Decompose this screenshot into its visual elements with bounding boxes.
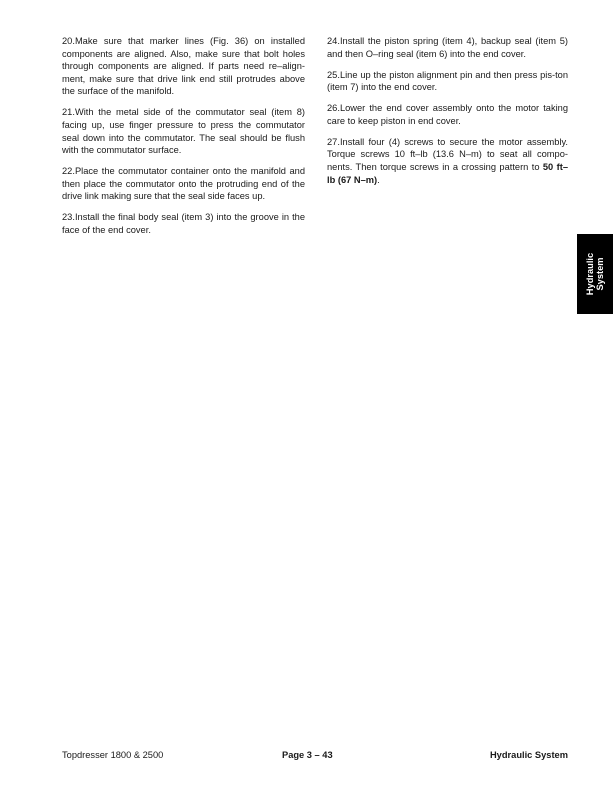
step-text: Line up the piston alignment pin and then press pis-ton (item 7) into the end cover. bbox=[327, 69, 568, 93]
left-column bbox=[62, 35, 305, 245]
step-24 bbox=[327, 35, 568, 60]
step-27 bbox=[327, 136, 568, 186]
step-number: 27. bbox=[327, 136, 340, 147]
step-26 bbox=[327, 102, 568, 127]
step-21 bbox=[62, 106, 305, 156]
step-number: 26. bbox=[327, 103, 340, 114]
step-25 bbox=[327, 69, 568, 94]
step-number: 22. bbox=[62, 166, 75, 177]
section-tab-line-1: Hydraulic bbox=[585, 252, 595, 296]
footer-section: Hydraulic System bbox=[489, 750, 568, 760]
step-text-end: . bbox=[377, 174, 380, 185]
step-23 bbox=[62, 211, 305, 236]
step-text: Make sure that marker lines (Fig. 36) on installed components are aligned. Also, make sure that bolt holes through components are aligned. If parts need re–align-ment, make sure that drive link end still protrudes above the surface of the manifold. bbox=[62, 36, 305, 97]
step-text: Install the piston spring (item 4), backup seal (item 5) and then O–ring seal (item 6) into the end cover. bbox=[327, 36, 568, 59]
section-tab-line-2: System bbox=[595, 257, 605, 291]
footer-page-number: Page 3 – 43 bbox=[282, 750, 333, 760]
step-22 bbox=[62, 165, 305, 203]
right-column bbox=[327, 35, 568, 195]
step-number: 21. bbox=[62, 107, 75, 118]
step-number: 20. bbox=[62, 36, 75, 46]
step-text: Lower the end cover assembly onto the motor taking care to keep piston in end cover. bbox=[327, 103, 568, 126]
step-number: 25. bbox=[327, 69, 340, 80]
section-tab-label bbox=[585, 253, 605, 295]
step-20 bbox=[62, 35, 305, 98]
step-number: 24. bbox=[327, 36, 340, 46]
step-number: 23. bbox=[62, 212, 75, 223]
section-tab bbox=[577, 234, 613, 314]
step-text: Install four (4) screws to secure the motor assembly. Torque screws 10 ft–lb (13.6 N–m) to seat all compo-nents. Then torque screws in a crossing pattern to bbox=[327, 136, 568, 172]
footer-product: Topdresser 1800 & 2500 bbox=[62, 750, 164, 760]
torque-spec: 50 ft–lb (67 N–m) bbox=[327, 161, 568, 185]
step-text: Place the commutator container onto the manifold and then place the commutator onto the protruding end of the drive link making sure that the seal side faces up. bbox=[62, 166, 305, 202]
step-text: Install the final body seal (item 3) into the groove in the face of the end cover. bbox=[62, 212, 305, 235]
step-text: With the metal side of the commutator seal (item 8) facing up, use finger pressure to press the commutator seal down into the commutator. The seal should be flush with the commutator surface. bbox=[62, 107, 305, 156]
